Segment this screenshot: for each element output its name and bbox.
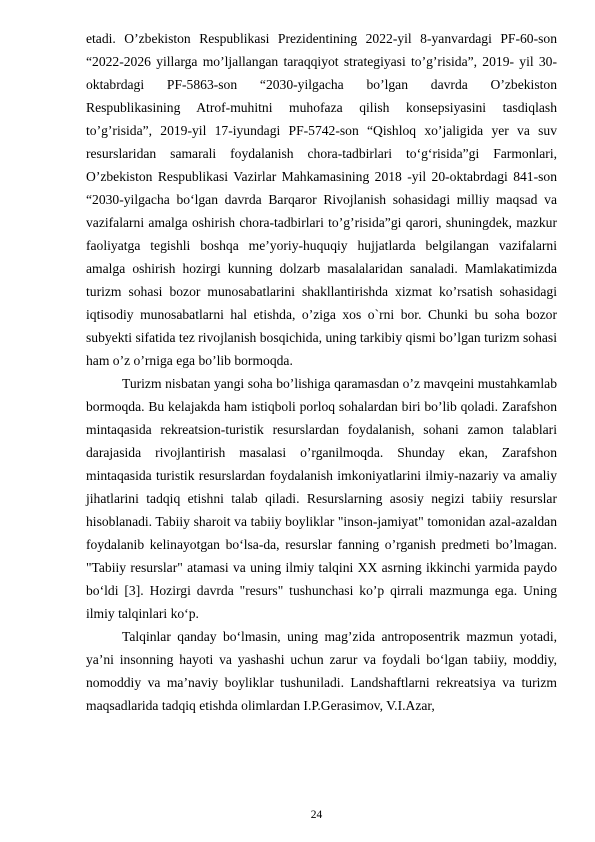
paragraph-3: Talqinlar qanday bo‘lmasin, uning mag’zida antroposentrik mazmun yotadi, ya’ni insonning hayoti va yashashi uchun zarur va foydali bo‘lgan tabiiy, moddiy, nomoddiy va ma’naviy boyliklar tushuniladi. Landshaftlarni rekreatsiya va turizm maqsadlarida tadqiq etishda olimlardan I.P.Gerasimov, V.I.Azar,: [86, 629, 557, 713]
page-number: 24: [310, 809, 323, 821]
paragraph-1: etadi. O’zbekiston Respublikasi Prezidentining 2022-yil 8-yanvardagi PF-60-son “2022-2026 yillarga mo’ljallangan taraqqiyot strategiyasi to’g’risida”, 2019- yil 30- oktabrdagi PF-5863-son “2030-yilgacha bo’lgan davrda O’zbekiston Respublikasining Atrof-muhitni muhofaza qilish konsepsiyasini tasdiqlash to’g’risida”, 2019-yil 17-iyundagi PF-5742-son “Qishloq xo’jaligida yer va suv resurslaridan samarali foydalanish chora-tadbirlari to‘g‘risida”gi Farmonlari, O’zbekiston Respublikasi Vazirlar Mahkamasining 2018 -yil 20-oktabrdagi 841-son “2030-yilgacha bo‘lgan davrda Barqaror Rivojlanish sohasidagi milliy maqsad va vazifalarni amalga oshirish chora-tadbirlari to’g’risida”gi qarori, shuningdek, mazkur faoliyatga tegishli boshqa me’yoriy-huquqiy hujjatlarda belgilangan vazifalarni amalga oshirish hozirgi kunning dolzarb masalalaridan sanaladi. Mamlakatimizda turizm sohasi bozor munosabatlarini shakllantirishda xizmat ko’rsatish sohasidagi iqtisodiy munosabatlarni hal etishda, o’ziga xos o`rni bor. Chunki bu soha bozor subyekti sifatida tez rivojlanish bosqichida, uning tarkibiy qismi bo’lgan turizm sohasi ham o’z o’rniga ega bo’lib bormoqda.: [86, 31, 557, 368]
document-page: [86, 27, 557, 717]
paragraph-2: Turizm nisbatan yangi soha bo’lishiga qaramasdan o’z mavqeini mustahkamlab bormoqda. Bu kelajakda ham istiqboli porloq sohalardan biri bo’lib qoladi. Zarafshon mintaqasida rekreatsion-turistik resurslardan foydalanish, sohani zamon talablari darajasida rivojlantirish masalasi o’rganilmoqda. Shunday ekan, Zarafshon mintaqasida turistik resurslardan foydalanish imkoniyatlarini ilmiy-nazariy va amaliy jihatlarini tadqiq etishni talab qiladi. Resurslarning asosiy negizi tabiiy resurslar hisoblanadi. Tabiiy sharoit va tabiiy boyliklar "inson-jamiyat" tomonidan azal-azaldan foydalanib kelinayotgan bo‘lsa-da, resurslar fanning o’rganish predmeti bo’lmagan. "Tabiiy resurslar" atamasi va uning ilmiy talqini XX asrning ikkinchi yarmida paydo bo‘ldi [3]. Hozirgi davrda "resurs" tushunchasi ko’p qirrali mazmunga ega. Uning ilmiy talqinlari ko‘p.: [86, 376, 557, 621]
